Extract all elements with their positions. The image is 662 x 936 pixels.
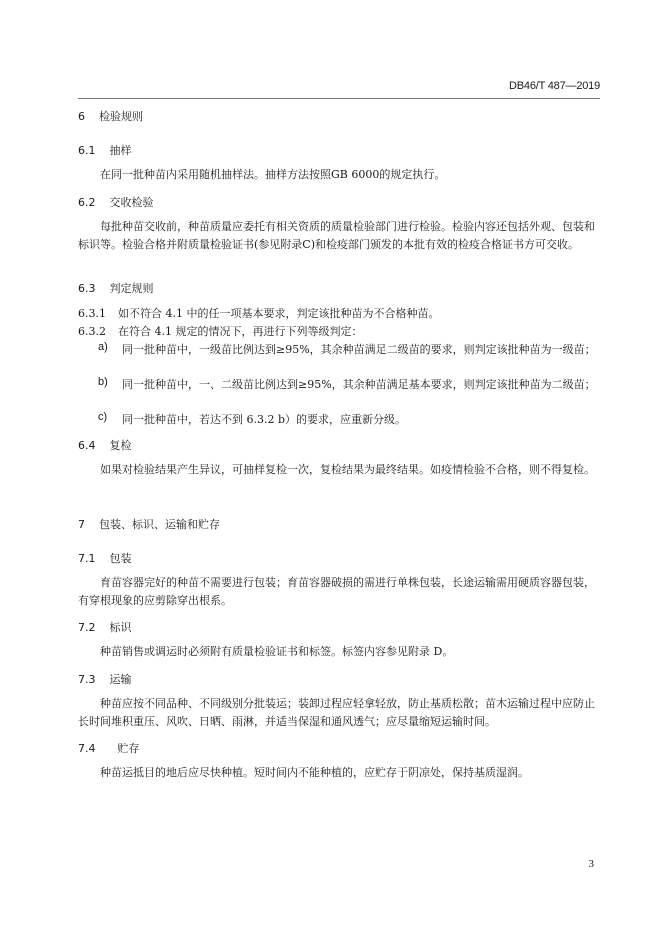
rule-6-3-2 xyxy=(78,323,363,339)
page-number: 3 xyxy=(588,858,594,870)
section-title: 复检 xyxy=(109,439,132,452)
section-number: 6 xyxy=(78,110,85,123)
section-7-4-text: 种苗运抵目的地后应尽快种植。短时间内不能种植的，应贮存于阴凉处，保持基质湿润。 xyxy=(100,766,529,779)
section-title: 贮存 xyxy=(117,742,140,755)
section-number: 6.2 xyxy=(78,196,96,209)
section-title: 抽样 xyxy=(109,144,132,157)
section-6-1-heading xyxy=(78,142,132,158)
section-6-3-heading xyxy=(78,280,154,296)
section-7-1-heading xyxy=(78,550,132,566)
section-number: 7.3 xyxy=(78,673,96,686)
section-title: 运输 xyxy=(109,673,132,686)
section-7-3-text: 种苗应按不同品种、不同级别分批装运；装卸过程应轻拿轻放，防止基质松散；苗木运输过程中应防止长时间堆积重压、风吹、日晒、雨淋，并适当保湿和通风透气；应尽量缩短运输时间。 xyxy=(78,697,595,728)
section-number: 7.1 xyxy=(78,552,96,565)
section-6-2-text: 每批种苗交收前，种苗质量应委托有相关资质的质量检验部门进行检验。检验内容还包括外观、包装和标识等。检验合格并附质量检验证书(参见附录C)和检疫部门颁发的本批有效的检疫合格证书方可交收。 xyxy=(78,220,595,251)
section-6-4-heading xyxy=(78,437,132,453)
section-7-2-text: 种苗销售或调运时必须附有质量检验证书和标签。标签内容参见附录 D。 xyxy=(100,645,454,658)
section-title: 判定规则 xyxy=(109,282,154,295)
rule-6-3-1 xyxy=(78,305,440,321)
section-number: 6.1 xyxy=(78,144,96,157)
section-title: 交收检验 xyxy=(109,196,154,209)
section-title: 包装 xyxy=(109,552,132,565)
list-marker: a) xyxy=(98,341,108,353)
section-7-4-heading xyxy=(78,740,140,756)
list-item-text: 同一批种苗中，若达不到 6.3.2 b）的要求，应重新分级。 xyxy=(122,413,407,426)
rule-text: 在符合 4.1 规定的情况下，再进行下列等级判定： xyxy=(118,325,363,338)
section-7-3-heading xyxy=(78,671,132,687)
list-item-text: 同一批种苗中，一、二级苗比例达到≥95%，其余种苗满足基本要求，则判定该批种苗为二级苗； xyxy=(122,378,596,391)
list-item xyxy=(98,411,600,428)
section-6-heading xyxy=(78,108,143,124)
document-code: DB46/T 487—2019 xyxy=(509,80,600,92)
section-6-4-text: 如果对检验结果产生异议，可抽样复检一次，复检结果为最终结果。如疫情检验不合格，则不得复检。 xyxy=(100,463,595,476)
list-item xyxy=(98,341,600,358)
section-title: 检验规则 xyxy=(99,110,143,123)
section-7-2-heading xyxy=(78,619,132,635)
rule-number: 6.3.2 xyxy=(78,325,106,338)
section-title: 标识 xyxy=(109,621,132,634)
list-item xyxy=(98,376,600,393)
section-7-1-text: 育苗容器完好的种苗不需要进行包装；育苗容器破损的需进行单株包装，长途运输需用硬质容器包装，有穿根现象的应剪除穿出根系。 xyxy=(78,576,595,607)
section-title: 包装、标识、运输和贮存 xyxy=(99,518,220,531)
section-number: 7 xyxy=(78,518,85,531)
section-6-2-heading xyxy=(78,194,154,210)
list-marker: c) xyxy=(98,411,108,423)
header-rule xyxy=(78,98,600,99)
section-7-heading xyxy=(78,516,220,532)
section-number: 7.4 xyxy=(78,742,96,755)
section-number: 6.4 xyxy=(78,439,96,452)
rule-text: 如不符合 4.1 中的任一项基本要求，判定该批种苗为不合格种苗。 xyxy=(118,307,440,320)
list-marker: b) xyxy=(98,376,108,388)
section-number: 6.3 xyxy=(78,282,96,295)
list-item-text: 同一批种苗中，一级苗比例达到≥95%，其余种苗满足二级苗的要求，则判定该批种苗为一级苗； xyxy=(122,343,596,356)
section-6-1-text: 在同一批种苗内采用随机抽样法。抽样方法按照GB 6000的规定执行。 xyxy=(100,168,446,181)
rule-number: 6.3.1 xyxy=(78,307,106,320)
section-number: 7.2 xyxy=(78,621,96,634)
